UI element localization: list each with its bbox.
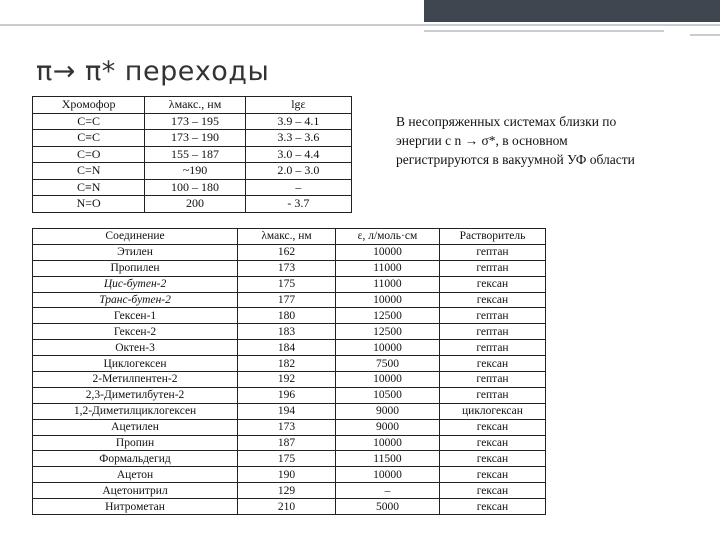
cell-chromophore: C≡N bbox=[33, 179, 145, 196]
cell-epsilon: 11000 bbox=[335, 260, 439, 276]
table-row bbox=[33, 324, 546, 340]
cell-compound: Циклогексен bbox=[33, 356, 238, 372]
cell-lambda: 162 bbox=[238, 244, 336, 260]
cell-epsilon: – bbox=[335, 483, 439, 499]
cell-epsilon: 10500 bbox=[335, 387, 439, 403]
table-row bbox=[33, 419, 546, 435]
cell-lambda: 177 bbox=[238, 292, 336, 308]
cell-solvent: гексан bbox=[439, 435, 545, 451]
cell-lambda: 200 bbox=[145, 196, 245, 213]
header-dark-block bbox=[424, 0, 720, 22]
cell-lambda: 183 bbox=[238, 324, 336, 340]
table-row bbox=[33, 260, 546, 276]
col-header-compound: Соединение bbox=[33, 229, 238, 245]
table-header-row bbox=[33, 97, 352, 114]
cell-compound: Ацетон bbox=[33, 467, 238, 483]
cell-compound: 2-Метилпентен-2 bbox=[33, 372, 238, 388]
table-row bbox=[33, 372, 546, 388]
col-header-lambda: λмакс., нм bbox=[145, 97, 245, 114]
cell-compound: Этилен bbox=[33, 244, 238, 260]
table-row bbox=[33, 292, 546, 308]
cell-lge: 2.0 – 3.0 bbox=[245, 163, 351, 180]
cell-epsilon: 10000 bbox=[335, 435, 439, 451]
cell-lambda: 196 bbox=[238, 387, 336, 403]
table-row bbox=[33, 451, 546, 467]
cell-lambda: 155 – 187 bbox=[145, 146, 245, 163]
table-row bbox=[33, 467, 546, 483]
cell-compound: Пропилен bbox=[33, 260, 238, 276]
col-header-chromophore: Хромофор bbox=[33, 97, 145, 114]
cell-compound: Цис-бутен-2 bbox=[33, 276, 238, 292]
table-row bbox=[33, 308, 546, 324]
cell-solvent: гексан bbox=[439, 419, 545, 435]
cell-solvent: гептан bbox=[439, 260, 545, 276]
cell-epsilon: 10000 bbox=[335, 340, 439, 356]
cell-lambda: 173 bbox=[238, 260, 336, 276]
cell-solvent: гептан bbox=[439, 340, 545, 356]
table-row bbox=[33, 387, 546, 403]
cell-epsilon: 11000 bbox=[335, 276, 439, 292]
cell-epsilon: 10000 bbox=[335, 244, 439, 260]
cell-epsilon: 9000 bbox=[335, 419, 439, 435]
cell-chromophore: C=C bbox=[33, 113, 145, 130]
cell-compound: Пропин bbox=[33, 435, 238, 451]
cell-solvent: гексан bbox=[439, 356, 545, 372]
cell-chromophore: C=O bbox=[33, 146, 145, 163]
cell-compound: Гексен-1 bbox=[33, 308, 238, 324]
cell-epsilon: 11500 bbox=[335, 451, 439, 467]
cell-lambda: 173 bbox=[238, 419, 336, 435]
table-row bbox=[33, 196, 352, 213]
slide-header-bar bbox=[0, 0, 720, 22]
col-header-lge: lgε bbox=[245, 97, 351, 114]
cell-lambda: 182 bbox=[238, 356, 336, 372]
cell-solvent: гексан bbox=[439, 467, 545, 483]
cell-compound: 1,2-Диметилциклогексен bbox=[33, 403, 238, 419]
cell-compound: Нитрометан bbox=[33, 499, 238, 515]
table-row bbox=[33, 146, 352, 163]
cell-lambda: 194 bbox=[238, 403, 336, 419]
cell-lambda: 187 bbox=[238, 435, 336, 451]
table-header-row bbox=[33, 229, 546, 245]
cell-epsilon: 7500 bbox=[335, 356, 439, 372]
cell-lge: – bbox=[245, 179, 351, 196]
cell-solvent: гептан bbox=[439, 324, 545, 340]
cell-epsilon: 9000 bbox=[335, 403, 439, 419]
table-row bbox=[33, 403, 546, 419]
table-row bbox=[33, 179, 352, 196]
cell-epsilon: 12500 bbox=[335, 324, 439, 340]
cell-chromophore: N=O bbox=[33, 196, 145, 213]
cell-lambda: 175 bbox=[238, 276, 336, 292]
slide-note-text: В несопряженных системах близки по энергии с n → σ*, в основном регистрируются в вакуумной УФ области bbox=[396, 114, 635, 167]
cell-chromophore: C=N bbox=[33, 163, 145, 180]
cell-solvent: гексан bbox=[439, 483, 545, 499]
cell-solvent: гексан bbox=[439, 451, 545, 467]
table-row bbox=[33, 435, 546, 451]
cell-compound: Ацетонитрил bbox=[33, 483, 238, 499]
table-row bbox=[33, 163, 352, 180]
table-row bbox=[33, 130, 352, 147]
chromophore-table bbox=[32, 96, 352, 213]
cell-chromophore: C≡C bbox=[33, 130, 145, 147]
cell-epsilon: 12500 bbox=[335, 308, 439, 324]
cell-compound: Формальдегид bbox=[33, 451, 238, 467]
table-row bbox=[33, 499, 546, 515]
table-row bbox=[33, 244, 546, 260]
col-header-lambda: λмакс., нм bbox=[238, 229, 336, 245]
cell-solvent: гептан bbox=[439, 372, 545, 388]
cell-lambda: 129 bbox=[238, 483, 336, 499]
cell-solvent: гексан bbox=[439, 276, 545, 292]
cell-lambda: ~190 bbox=[145, 163, 245, 180]
cell-epsilon: 10000 bbox=[335, 292, 439, 308]
cell-lambda: 175 bbox=[238, 451, 336, 467]
cell-lambda: 192 bbox=[238, 372, 336, 388]
cell-compound: 2,3-Диметилбутен-2 bbox=[33, 387, 238, 403]
cell-compound: Транс-бутен-2 bbox=[33, 292, 238, 308]
table-row bbox=[33, 356, 546, 372]
col-header-solvent: Растворитель bbox=[439, 229, 545, 245]
cell-epsilon: 10000 bbox=[335, 372, 439, 388]
cell-compound: Гексен-2 bbox=[33, 324, 238, 340]
cell-lambda: 100 – 180 bbox=[145, 179, 245, 196]
cell-epsilon: 10000 bbox=[335, 467, 439, 483]
slide-title: π→ π* переходы bbox=[36, 56, 270, 87]
table-row bbox=[33, 483, 546, 499]
cell-lambda: 190 bbox=[238, 467, 336, 483]
cell-lambda: 180 bbox=[238, 308, 336, 324]
cell-solvent: циклогексан bbox=[439, 403, 545, 419]
table-row bbox=[33, 113, 352, 130]
cell-epsilon: 5000 bbox=[335, 499, 439, 515]
table-row bbox=[33, 276, 546, 292]
cell-lge: 3.9 – 4.1 bbox=[245, 113, 351, 130]
compounds-table bbox=[32, 228, 546, 515]
cell-lambda: 173 – 195 bbox=[145, 113, 245, 130]
cell-compound: Ацетилен bbox=[33, 419, 238, 435]
cell-lge: 3.0 – 4.4 bbox=[245, 146, 351, 163]
table-row bbox=[33, 340, 546, 356]
cell-solvent: гептан bbox=[439, 387, 545, 403]
header-rule-tiny bbox=[690, 34, 720, 36]
cell-lambda: 210 bbox=[238, 499, 336, 515]
cell-solvent: гексан bbox=[439, 292, 545, 308]
header-rule-short bbox=[424, 30, 664, 32]
col-header-epsilon: ε, л/моль·см bbox=[335, 229, 439, 245]
cell-lambda: 184 bbox=[238, 340, 336, 356]
cell-lambda: 173 – 190 bbox=[145, 130, 245, 147]
cell-solvent: гексан bbox=[439, 499, 545, 515]
cell-solvent: гептан bbox=[439, 244, 545, 260]
header-rule bbox=[0, 24, 720, 26]
cell-solvent: гептан bbox=[439, 308, 545, 324]
cell-lge: - 3.7 bbox=[245, 196, 351, 213]
cell-compound: Октен-3 bbox=[33, 340, 238, 356]
cell-lge: 3.3 – 3.6 bbox=[245, 130, 351, 147]
